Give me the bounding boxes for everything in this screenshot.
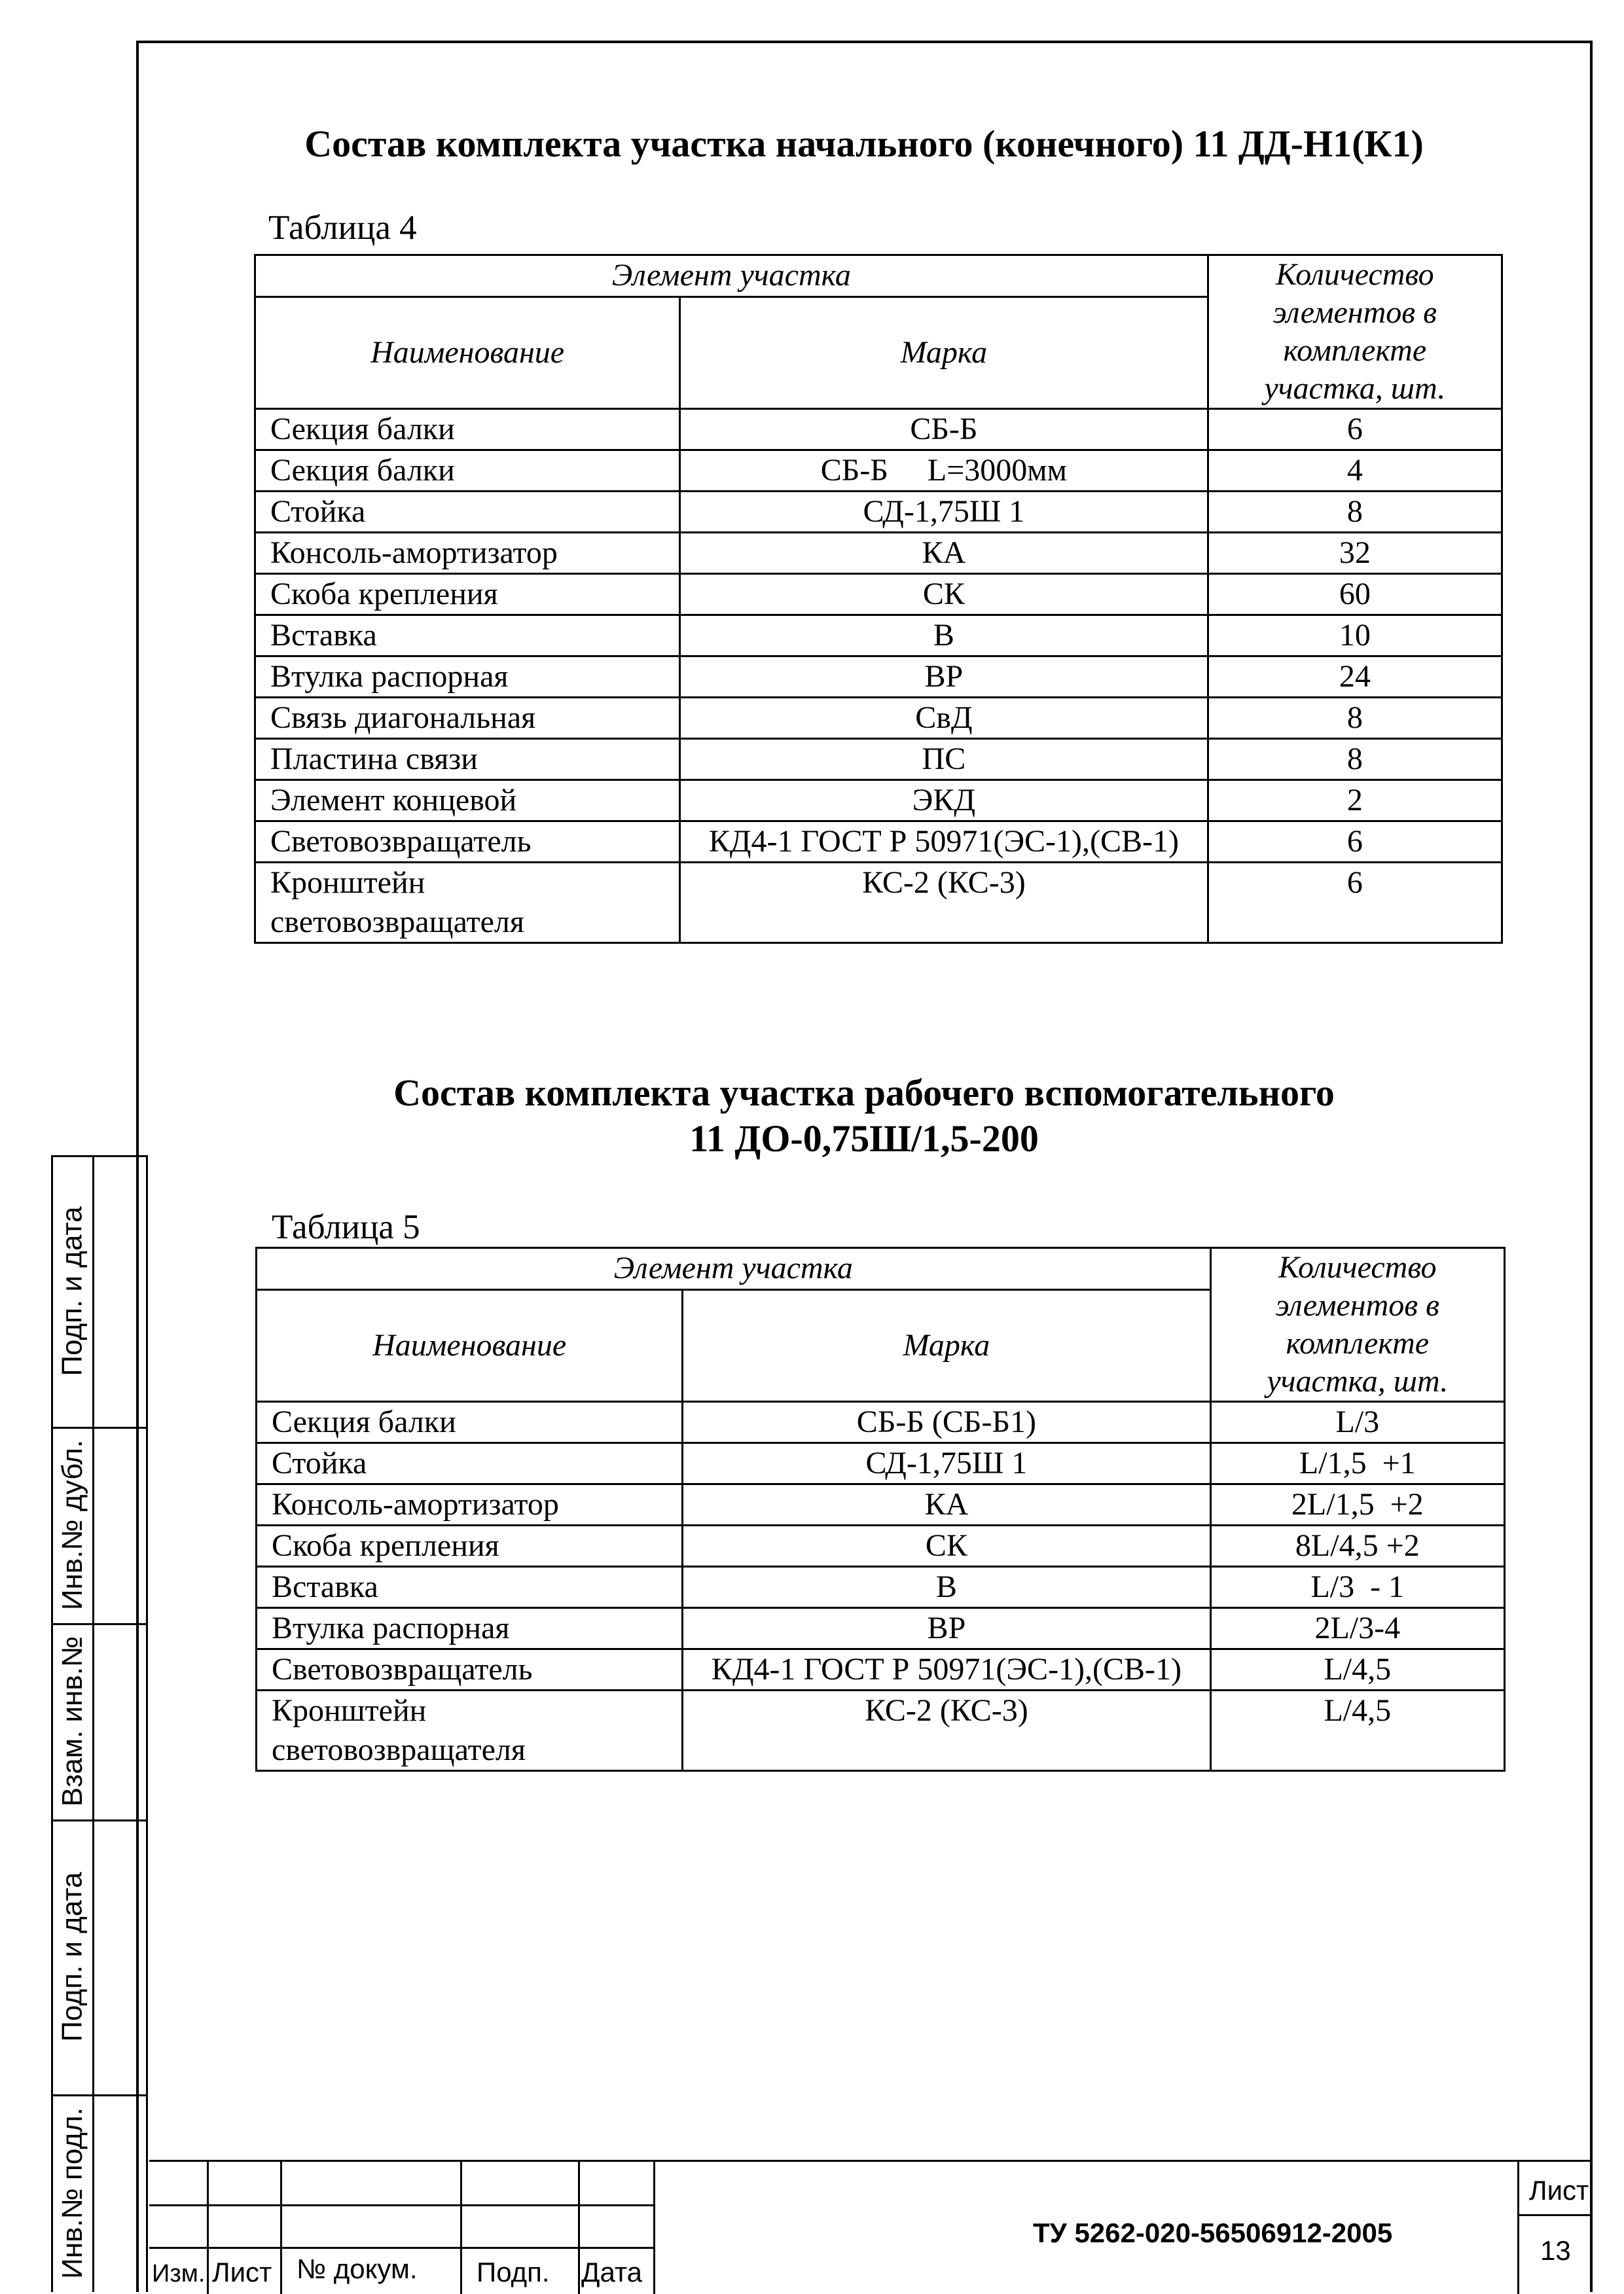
table-row: Пластина связи ПС 8 [255, 739, 1502, 780]
table4-qty-header: Количество элементов в комплекте участка, шт. [1208, 255, 1502, 409]
table-row: Вставка В L/3 - 1 [257, 1567, 1505, 1608]
table4-label: Таблица 4 [268, 209, 417, 247]
table-row: Втулка распорная ВР 24 [255, 656, 1502, 698]
table-5 [255, 1247, 1506, 1772]
col-change: Изм. [152, 2260, 206, 2287]
section2-heading-line1: Состав комплекта участка рабочего вспомогательного [393, 1071, 1335, 1114]
table-row: Консоль-амортизатор КА 32 [255, 533, 1502, 574]
table-row: Консоль-амортизатор КА 2L/1,5 +2 [257, 1484, 1505, 1526]
table-row: Кронштейн световозвращателя КС-2 (КС-3) L/4,5 [257, 1691, 1505, 1771]
side-label-original-inv: Инв.№ подл. [56, 2107, 89, 2279]
col-signature: Подп. [477, 2257, 550, 2287]
document-code: ТУ 5262-020-56506912-2005 [1033, 2217, 1393, 2248]
title-block [149, 2160, 1593, 2292]
sheet-label: Лист [1529, 2175, 1589, 2206]
table-row: Скоба крепления СК 60 [255, 574, 1502, 615]
table-4 [254, 254, 1503, 944]
table-row: Стойка СД-1,75Ш 1 L/1,5 +1 [257, 1443, 1505, 1484]
col-sheet: Лист [212, 2257, 272, 2287]
table-row: Элемент концевой ЭКД 2 [255, 780, 1502, 821]
table-row: Связь диагональная СвД 8 [255, 698, 1502, 739]
table-row: Втулка распорная ВР 2L/3-4 [257, 1608, 1505, 1649]
sheet-number: 13 [1540, 2235, 1571, 2266]
table5-mark-header: Марка [683, 1289, 1210, 1401]
side-label-dup-inv: Инв.№ дубл. [56, 1439, 88, 1611]
table4-group-header: Элемент участка [255, 255, 1208, 297]
col-doc-number: № докум. [297, 2253, 418, 2284]
side-label-replace-inv: Взам. инв.№ [56, 1636, 88, 1807]
col-date: Дата [581, 2257, 643, 2287]
table5-name-header: Наименование [257, 1289, 683, 1401]
table-row: Скоба крепления СК 8L/4,5 +2 [257, 1526, 1505, 1567]
table5-label: Таблица 5 [272, 1208, 420, 1246]
table-row: Кронштейн световозвращателя КС-2 (КС-3) 6 [255, 863, 1502, 943]
table5-qty-header: Количество элементов в комплекте участка, шт. [1210, 1248, 1504, 1402]
table-row: Секция балки СБ-Б L=3000мм 4 [255, 450, 1502, 492]
table4-mark-header: Марка [680, 296, 1208, 408]
table-row: Световозвращатель КД4-1 ГОСТ Р 50971(ЭС-1),(СВ-1) 6 [255, 821, 1502, 863]
section1-heading: Состав комплекта участка начального (конечного) 11 ДД-Н1(К1) [304, 122, 1424, 165]
table-row: Стойка СД-1,75Ш 1 8 [255, 492, 1502, 533]
side-label-signature-date: Подп. и дата [56, 1206, 88, 1376]
table-row: Световозвращатель КД4-1 ГОСТ Р 50971(ЭС-1),(СВ-1) L/4,5 [257, 1649, 1505, 1691]
section2-heading-line2: 11 ДО-0,75Ш/1,5-200 [689, 1117, 1039, 1160]
table5-group-header: Элемент участка [257, 1248, 1211, 1290]
table-row: Вставка В 10 [255, 615, 1502, 656]
table4-name-header: Наименование [255, 296, 680, 408]
table-row: Секция балки СБ-Б (СБ-Б1) L/3 [257, 1402, 1505, 1443]
side-stamp [51, 1155, 149, 2292]
side-label-signature-date-2: Подп. и дата [56, 1872, 88, 2042]
table-row: Секция балки СБ-Б 6 [255, 409, 1502, 450]
